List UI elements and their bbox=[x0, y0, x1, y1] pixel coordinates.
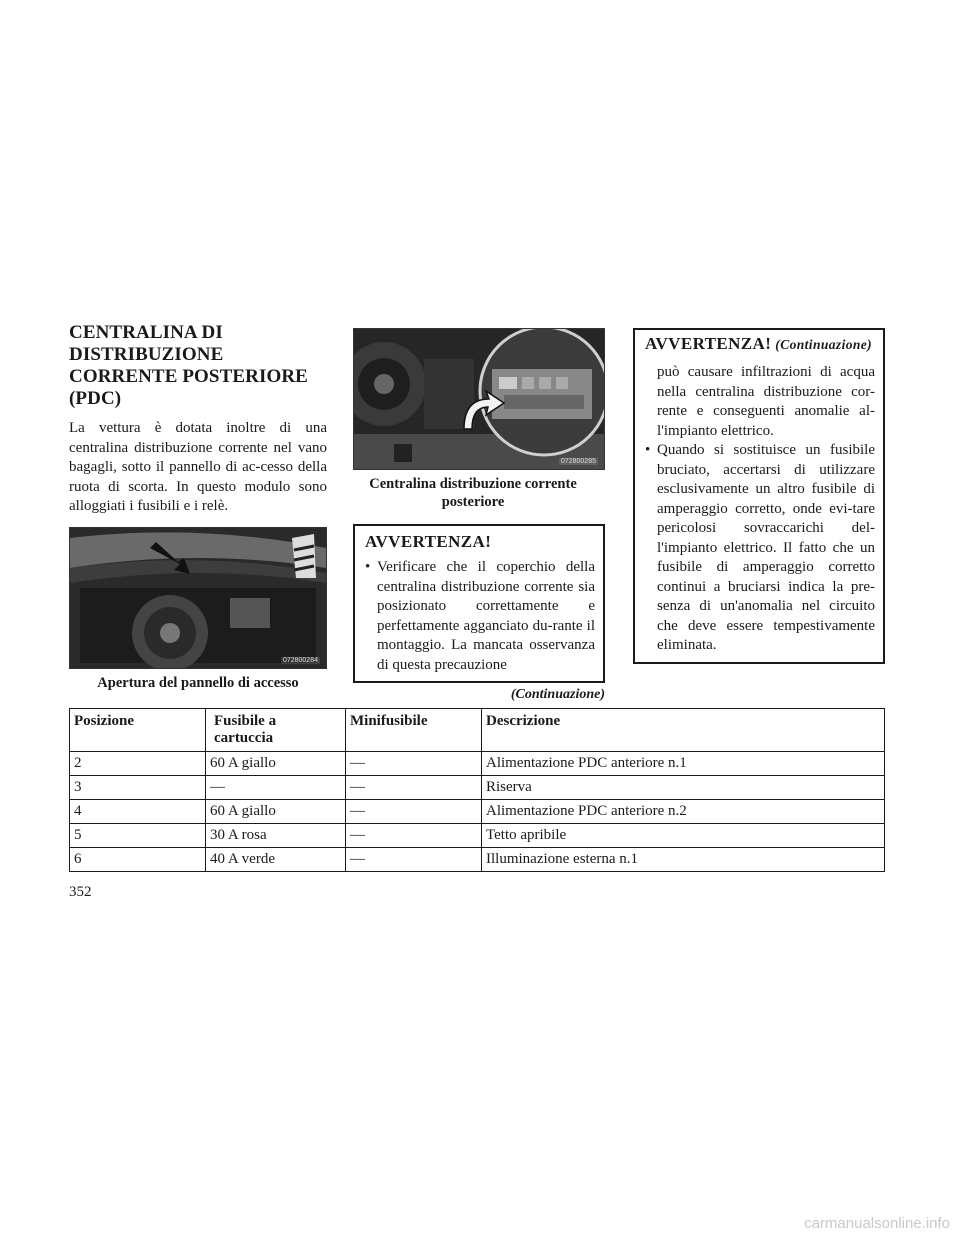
section-body: La vettura è dotata inoltre di una centralina distribuzione corrente nel vano bagagli, sotto il pannello di ac-cesso della ruota di scorta. In questo modulo sono alloggiati i fusibili e i relè. bbox=[69, 420, 327, 514]
bullet-icon: • bbox=[645, 442, 651, 458]
cell-cartridge-fuse: — bbox=[206, 776, 346, 800]
warning-bullet-text: Quando si sostituisce un fusibile bruciato, accertarsi di utilizzare esclusivamente un altro fusibile di amperaggio corretto, onde evi-tare pericolosi sovraccarichi del-l'impianto elettrico. Il fatto che un fusibile di amperaggio corretto continui a bruciarsi indica la pre-senza di un'anomalia nel circuito che deve essere tempestivamente eliminata. bbox=[657, 442, 875, 653]
warning-title-continued bbox=[645, 334, 875, 355]
warning-box-2 bbox=[633, 328, 885, 664]
cell-position: 2 bbox=[70, 752, 206, 776]
table-row bbox=[70, 800, 885, 824]
header-position: Posizione bbox=[70, 709, 206, 752]
continued-tag: (Continuazione) bbox=[775, 337, 873, 352]
warning-title: AVVERTENZA! bbox=[365, 532, 492, 551]
warning-box-1 bbox=[353, 524, 605, 683]
cell-description: Riserva bbox=[482, 776, 885, 800]
warning-bullet bbox=[645, 441, 875, 656]
table-row bbox=[70, 824, 885, 848]
trunk-photo-illustration bbox=[70, 528, 326, 668]
header-minifuse: Minifusibile bbox=[346, 709, 482, 752]
section-title bbox=[69, 322, 327, 410]
header-cartridge-fuse bbox=[206, 709, 346, 752]
cell-description: Alimentazione PDC anteriore n.2 bbox=[482, 800, 885, 824]
bullet-icon: • bbox=[365, 559, 371, 575]
table-row bbox=[70, 848, 885, 872]
cell-cartridge-fuse: 60 A giallo bbox=[206, 800, 346, 824]
table-header-row bbox=[70, 709, 885, 752]
rear-pdc-caption: Centralina distribuzione corrente posteriore bbox=[369, 476, 577, 510]
cell-cartridge-fuse: 60 A giallo bbox=[206, 752, 346, 776]
watermark-link[interactable]: carmanualsonline.info bbox=[804, 1215, 950, 1232]
title-line-2: DISTRIBUZIONE bbox=[69, 344, 224, 365]
access-panel-caption: Apertura del pannello di accesso bbox=[97, 674, 299, 691]
cell-position: 4 bbox=[70, 800, 206, 824]
cell-minifuse: — bbox=[346, 776, 482, 800]
header-cartridge-fuse-text: Fusibile a cartuccia bbox=[214, 713, 277, 746]
warning-continuation-text: può causare infiltrazioni di acqua nella centralina distribuzione cor-rente e conseguenti anomalie al-l'impianto elettrico. bbox=[657, 364, 875, 439]
page-number: 352 bbox=[69, 884, 92, 900]
table-row bbox=[70, 752, 885, 776]
title-line-4: (PDC) bbox=[69, 388, 122, 409]
middle-column bbox=[353, 328, 605, 703]
cell-position: 6 bbox=[70, 848, 206, 872]
header-description: Descrizione bbox=[482, 709, 885, 752]
fuse-table bbox=[69, 708, 885, 872]
right-column bbox=[633, 328, 885, 664]
warning-title-text: AVVERTENZA! bbox=[645, 334, 772, 353]
cell-minifuse: — bbox=[346, 848, 482, 872]
cell-minifuse: — bbox=[346, 824, 482, 848]
title-line-3: CORRENTE POSTERIORE bbox=[69, 366, 308, 387]
rear-pdc-photo bbox=[353, 328, 605, 470]
cell-position: 5 bbox=[70, 824, 206, 848]
title-line-1: CENTRALINA DI bbox=[69, 322, 223, 343]
continued-note: (Continuazione) bbox=[510, 687, 605, 702]
figure-code: 072800284 bbox=[282, 656, 318, 664]
warning-bullet bbox=[365, 558, 595, 675]
cell-description: Alimentazione PDC anteriore n.1 bbox=[482, 752, 885, 776]
table-row bbox=[70, 776, 885, 800]
cell-minifuse: — bbox=[346, 752, 482, 776]
left-column bbox=[69, 322, 327, 692]
figure-code: 072800285 bbox=[560, 458, 596, 465]
pdc-photo-illustration bbox=[354, 329, 604, 469]
cell-description: Tetto apribile bbox=[482, 824, 885, 848]
cell-cartridge-fuse: 30 A rosa bbox=[206, 824, 346, 848]
warning-bullet-text: Verificare che il coperchio della centralina distribuzione corrente sia posizionato correttamente e perfettamente agganciato du-rante il montaggio. La mancata osservanza di questa precauzione bbox=[377, 559, 595, 673]
cell-description: Illuminazione esterna n.1 bbox=[482, 848, 885, 872]
cell-cartridge-fuse: 40 A verde bbox=[206, 848, 346, 872]
cell-minifuse: — bbox=[346, 800, 482, 824]
access-panel-photo bbox=[69, 527, 327, 669]
cell-position: 3 bbox=[70, 776, 206, 800]
